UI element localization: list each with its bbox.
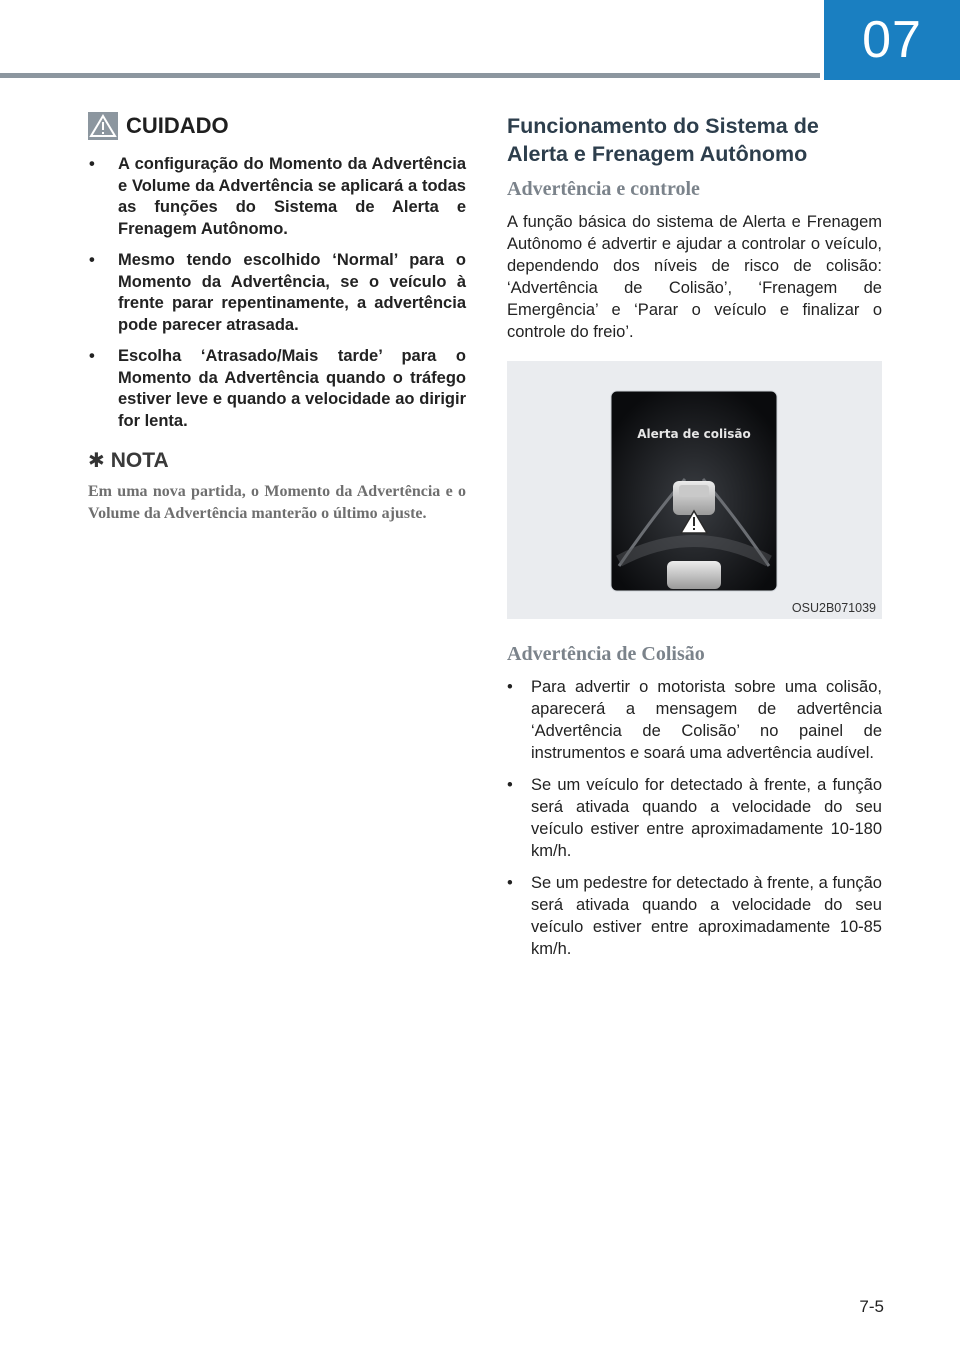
list-item: • Se um veículo for detectado à frente, a função será ativada quando a velocidade do seu veículo estiver entre aproximadamente 10-180 km/h. [507,776,882,860]
nota-title: NOTA [110,448,169,472]
cluster-display-illustration [507,361,882,619]
list-item: • Mesmo tendo escolhido ‘Normal’ para o Momento da Advertência, se o veículo à frente parar repentinamente, a advertência pode parecer atrasada. [89,251,466,334]
section-title: Funcionamento do Sistema de Alerta e Frenagem Autônomo [507,114,819,166]
page-number: 7-5 [859,1297,884,1316]
list-item: • Para advertir o motorista sobre uma colisão, aparecerá a mensagem de advertência ‘Advertência de Colisão’ no painel de instrumentos e soará uma advertência audível. [507,678,882,762]
chapter-tab: 07 [824,0,960,80]
subsection-title: Advertência de Colisão [507,643,705,665]
caution-list [88,154,466,432]
collision-warning-list [507,676,882,960]
body-paragraph: A função básica do sistema de Alerta e Frenagem Autônomo é advertir e ajudar a controlar o veículo, dependendo dos níveis de risco de colisão: ‘Advertência de Colisão’, ‘Frenagem de Emergência’ e ‘Parar o veículo e finalizar o controle do freio’. [507,213,882,341]
right-column [507,112,882,970]
warning-triangle-icon [88,112,118,140]
asterisk-icon: ✱ [88,450,105,472]
nota-text: Em uma nova partida, o Momento da Advertência e o Volume da Advertência manterão o último ajuste. [88,483,466,522]
nota-header [88,448,466,473]
list-item: • Escolha ‘Atrasado/Mais tarde’ para o Momento da Advertência quando o tráfego estiver leve e quando a velocidade ao dirigir for lenta. [89,347,466,430]
caution-header [88,112,466,140]
figure-code: OSU2B071039 [791,601,876,615]
left-column [88,112,466,524]
header-rule [0,73,820,78]
subsection-title: Advertência e controle [507,178,700,200]
collision-warning-figure [507,361,882,619]
list-item: • A configuração do Momento da Advertência e Volume da Advertência se aplicará a todas as funções do Sistema de Alerta e Frenagem Autônomo. [89,155,466,238]
caution-title: CUIDADO [126,113,229,138]
list-item: • Se um pedestre for detectado à frente, a função será ativada quando a velocidade do seu veículo estiver entre aproximadamente 10-85 km/h. [507,874,882,958]
screen-alert-text: Alerta de colisão [637,427,751,441]
